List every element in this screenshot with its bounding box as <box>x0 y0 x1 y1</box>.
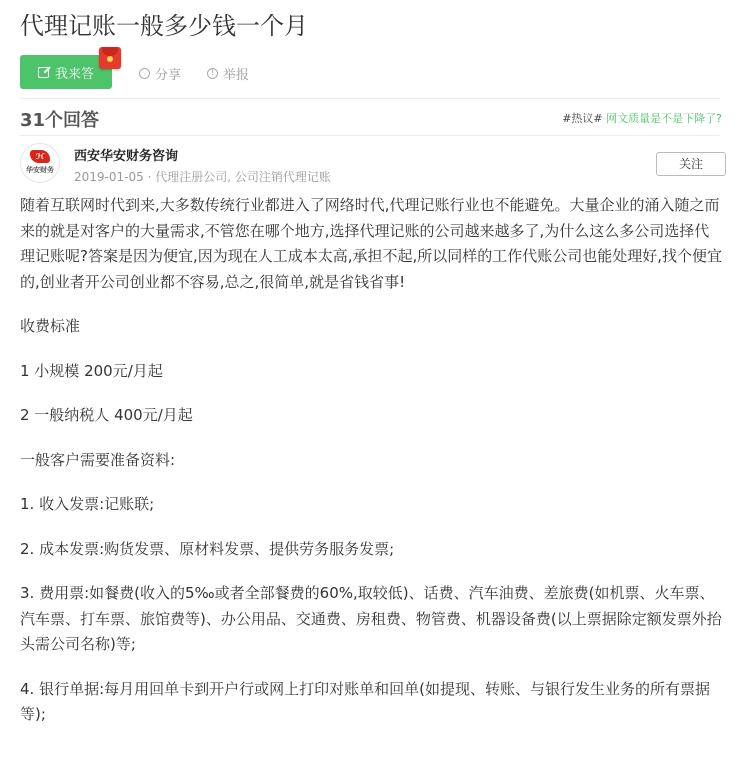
avatar[interactable] <box>20 143 60 183</box>
meta-separator: · <box>143 170 156 184</box>
answer-paragraph: 1. 收入发票:记账联; <box>20 495 155 513</box>
answer-paragraph: 收费标准 <box>20 317 81 335</box>
answer-meta <box>74 168 331 185</box>
avatar-logo-text: 华安财务 <box>26 166 54 174</box>
author-name[interactable]: 西安华安财务咨询 <box>74 149 179 164</box>
answer-date: 2019-01-05 <box>74 170 144 184</box>
report-icon: ! <box>207 68 218 79</box>
answer-paragraph: 3. 费用票:如餐费(收入的5‰或者全部餐费的60%,取较低)、话费、汽车油费、差旅费(如机票、火车票、汽车票、打车票、旅馆费等)、办公用品、交通费、房租费、物管费、机器设备费(以上票据除定额发票外抬头需公司名称)等; <box>20 584 722 653</box>
answer-paragraph: 一般客户需要准备资料: <box>20 450 176 469</box>
logo-mark-icon: ℋ <box>30 150 50 163</box>
red-packet-icon[interactable] <box>99 47 121 69</box>
follow-button[interactable]: 关注 <box>656 152 726 176</box>
divider <box>20 135 720 136</box>
hot-tag: #热议# <box>562 112 603 125</box>
share-label: 分享 <box>155 68 182 83</box>
answer-paragraph: 4. 银行单据:每月用回单卡到开户行或网上打印对账单和回单(如提现、转账、与银行发生业务的所有票据等); <box>20 679 710 723</box>
answer-content <box>20 193 724 747</box>
answer-paragraph: 随着互联网时代到来,大多数传统行业都进入了网络时代,代理记账行业也不能避免。大量企业的涌入随之而来的就是对客户的大量需求,不管您在哪个地方,选择代理记账的公司越来越多了,为什么这么多公司选择代理记账呢?答案是因为便宜,因为现在人工成本太高,承担不起,所以同样的工作代账公司也能处理好,找个便宜的,创业者开公司创业都不容易,总之,很简单,就是省钱省事! <box>20 196 723 291</box>
share-button[interactable] <box>139 64 181 83</box>
hot-topic[interactable] <box>562 110 722 126</box>
answer-paragraph: 1 小规模 200元/月起 <box>20 361 163 380</box>
report-label: 举报 <box>223 68 250 83</box>
answer-paragraph: 2 一般纳税人 400元/月起 <box>20 406 193 424</box>
share-icon <box>139 68 150 79</box>
question-title: 代理记账一般多少钱一个月 <box>20 12 308 40</box>
divider <box>20 98 720 99</box>
answer-button-label: 我来答 <box>54 66 94 82</box>
author-tags: 代理注册公司, 公司注销代理记账 <box>155 170 331 184</box>
answer-paragraph: 2. 成本发票:购货发票、原材料发票、提供劳务服务发票; <box>20 539 395 558</box>
edit-icon <box>38 67 49 78</box>
report-button[interactable] <box>207 64 249 83</box>
hot-topic-link[interactable]: 网文质量是不是下降了? <box>606 112 722 125</box>
answers-count: 31个回答 <box>20 110 100 131</box>
